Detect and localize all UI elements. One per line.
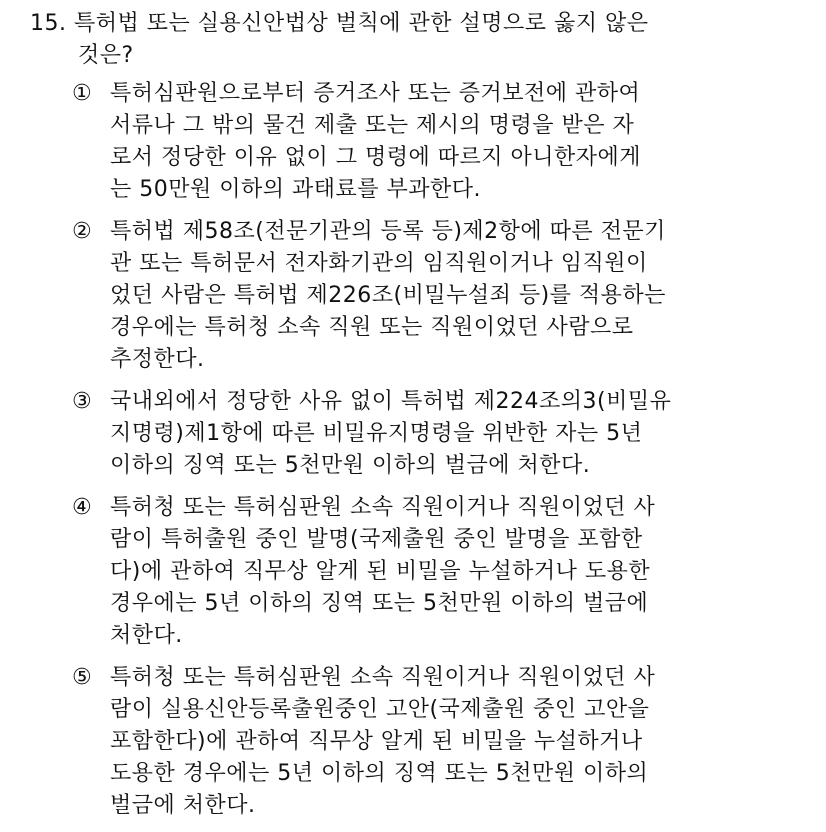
question-stem (30, 8, 820, 72)
option-text-line: 추정한다. (110, 347, 205, 372)
option-text-line: 처한다. (110, 623, 183, 648)
option-text-line: 도용한 경우에는 5년 이하의 징역 또는 5천만원 이하의 (110, 761, 649, 786)
option-text-line: 이하의 징역 또는 5천만원 이하의 벌금에 처한다. (110, 453, 591, 478)
option-number: ⑤ (72, 665, 92, 690)
option-text-line: 경우에는 특허청 소속 직원 또는 직원이었던 사람으로 (110, 315, 634, 340)
option-text-line: 지명령)제1항에 따른 비밀유지명령을 위반한 자는 5년 (110, 421, 643, 446)
option-number: ① (72, 81, 92, 106)
option-text-line: 관 또는 특허문서 전자화기관의 임직원이거나 임직원이 (110, 251, 648, 276)
option-text-line: 특허청 또는 특허심판원 소속 직원이거나 직원이었던 사 (110, 495, 656, 520)
question-text-line: 것은? (78, 43, 134, 68)
option-2[interactable] (72, 216, 822, 376)
option-text-line: 벌금에 처한다. (110, 793, 256, 818)
option-number: ③ (72, 389, 92, 414)
option-text-line: 포함한다)에 관하여 직무상 알게 된 비밀을 누설하거나 (110, 729, 643, 754)
option-text-line: 는 50만원 이하의 과태료를 부과한다. (110, 177, 481, 202)
option-text-line: 경우에는 5년 이하의 징역 또는 5천만원 이하의 벌금에 (110, 591, 649, 616)
option-text-line: 었던 사람은 특허법 제226조(비밀누설죄 등)를 적용하는 (110, 283, 666, 308)
option-text-line: 특허청 또는 특허심판원 소속 직원이거나 직원이었던 사 (110, 665, 656, 690)
option-1[interactable] (72, 78, 822, 206)
answer-options (72, 78, 822, 832)
option-number: ② (72, 219, 92, 244)
option-text-line: 람이 실용신안등록출원중인 고안(국제출원 중인 고안을 (110, 697, 650, 722)
option-number: ④ (72, 495, 92, 520)
option-text-line: 국내외에서 정당한 사유 없이 특허법 제224조의3(비밀유 (110, 389, 672, 414)
question-text-line: 15. 특허법 또는 실용신안법상 벌칙에 관한 설명으로 옳지 않은 (30, 11, 649, 36)
option-3[interactable] (72, 386, 822, 482)
option-text-line: 람이 특허출원 중인 발명(국제출원 중인 발명을 포함한 (110, 527, 643, 552)
option-5[interactable] (72, 662, 822, 822)
option-text-line: 로서 정당한 이유 없이 그 명령에 따르지 아니한자에게 (110, 145, 641, 170)
option-text-line: 다)에 관하여 직무상 알게 된 비밀을 누설하거나 도용한 (110, 559, 651, 584)
option-text-line: 서류나 그 밖의 물건 제출 또는 제시의 명령을 받은 자 (110, 113, 635, 138)
option-text-line: 특허법 제58조(전문기관의 등록 등)제2항에 따른 전문기 (110, 219, 666, 244)
option-4[interactable] (72, 492, 822, 652)
option-text-line: 특허심판원으로부터 증거조사 또는 증거보전에 관하여 (110, 81, 641, 106)
